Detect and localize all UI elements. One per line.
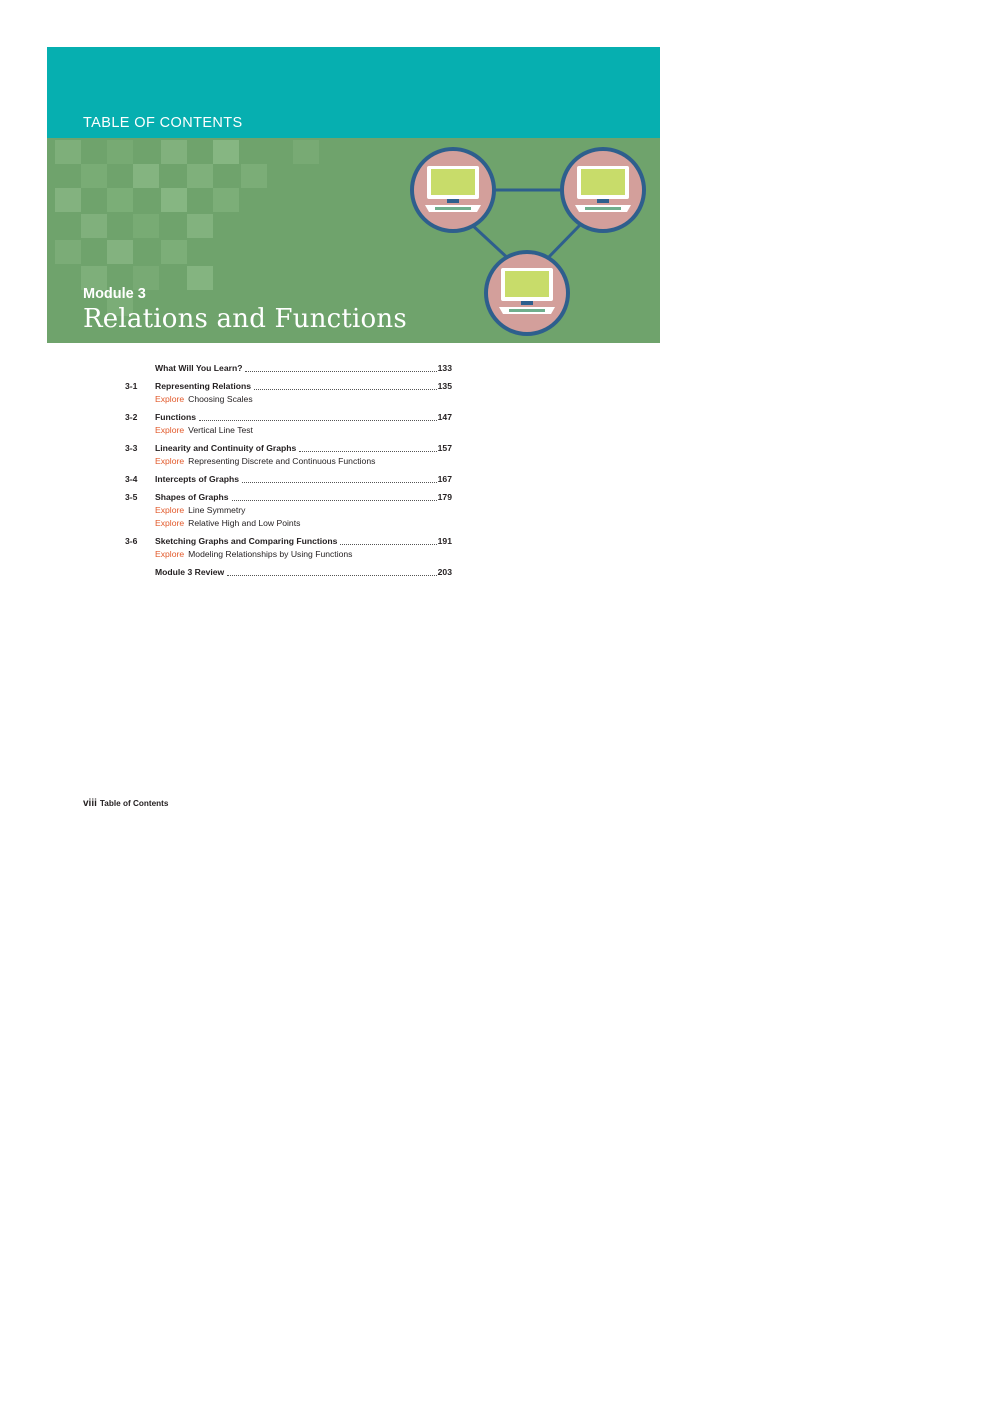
explore-label: Explore — [155, 505, 185, 515]
explore-title: Vertical Line Test — [188, 425, 253, 435]
lesson-number: 3-1 — [125, 381, 138, 391]
dot-leader — [242, 481, 437, 483]
toc-entry[interactable] — [112, 535, 452, 561]
page-number: 191 — [437, 536, 452, 546]
toc-entry[interactable] — [112, 566, 452, 579]
lesson-title: Functions — [155, 412, 197, 422]
toc-label: TABLE OF CONTENTS — [83, 115, 243, 131]
computer-node-left — [412, 149, 494, 231]
explore-item[interactable] — [112, 455, 452, 468]
toc-entry-row — [112, 411, 452, 424]
toc-entry-row — [112, 491, 452, 504]
toc-entry-row — [112, 473, 452, 486]
computer-node-right — [562, 149, 644, 231]
explore-item[interactable] — [112, 504, 452, 517]
toc-entry[interactable] — [112, 473, 452, 486]
explore-item[interactable] — [112, 424, 452, 437]
toc-entry-row — [112, 362, 452, 375]
dot-leader — [254, 388, 437, 390]
dot-leader — [299, 450, 436, 452]
page-number: 133 — [437, 363, 452, 373]
lesson-title: Sketching Graphs and Comparing Functions — [155, 536, 338, 546]
module-title: Relations and Functions — [83, 304, 407, 334]
dot-leader — [227, 574, 436, 576]
lesson-number: 3-3 — [125, 443, 138, 453]
explore-title: Modeling Relationships by Using Functions — [188, 549, 353, 559]
lesson-number: 3-2 — [125, 412, 138, 422]
explore-label: Explore — [155, 549, 185, 559]
toc-entry-row — [112, 535, 452, 548]
explore-label: Explore — [155, 394, 185, 404]
dot-leader — [245, 370, 436, 372]
explore-label: Explore — [155, 456, 185, 466]
explore-label: Explore — [155, 425, 185, 435]
toc-entry[interactable] — [112, 442, 452, 468]
explore-label: Explore — [155, 518, 185, 528]
page-number: 203 — [437, 567, 452, 577]
toc-entry[interactable] — [112, 362, 452, 375]
explore-title: Representing Discrete and Continuous Functions — [188, 456, 376, 466]
lesson-title: Linearity and Continuity of Graphs — [155, 443, 297, 453]
toc-entry-row — [112, 442, 452, 455]
explore-title: Line Symmetry — [188, 505, 246, 515]
lesson-title: Shapes of Graphs — [155, 492, 229, 502]
explore-title: Relative High and Low Points — [188, 518, 301, 528]
dot-leader — [199, 419, 437, 421]
toc-entry-row — [112, 380, 452, 393]
lesson-number: 3-5 — [125, 492, 138, 502]
explore-title: Choosing Scales — [188, 394, 253, 404]
toc-entry[interactable] — [112, 491, 452, 530]
page-number: 135 — [437, 381, 452, 391]
page-number: 167 — [437, 474, 452, 484]
explore-item[interactable] — [112, 517, 452, 530]
toc-entry-row — [112, 566, 452, 579]
module-number: Module 3 — [83, 286, 146, 302]
dot-leader — [232, 499, 437, 501]
lesson-title: Intercepts of Graphs — [155, 474, 240, 484]
lesson-number: 3-4 — [125, 474, 138, 484]
dot-leader — [340, 543, 436, 545]
lesson-title: Representing Relations — [155, 381, 251, 391]
computer-node-bottom — [486, 252, 568, 334]
page-number: 157 — [437, 443, 452, 453]
page-number: viii — [83, 798, 97, 809]
table-of-contents — [112, 362, 452, 579]
lesson-title: Module 3 Review — [155, 567, 225, 577]
page-number: 179 — [437, 492, 452, 502]
toc-entry[interactable] — [112, 411, 452, 437]
lesson-title: What Will You Learn? — [155, 363, 243, 373]
page-number: 147 — [437, 412, 452, 422]
explore-item[interactable] — [112, 393, 452, 406]
explore-item[interactable] — [112, 548, 452, 561]
footer-text: Table of Contents — [99, 799, 169, 808]
lesson-number: 3-6 — [125, 536, 138, 546]
toc-entry[interactable] — [112, 380, 452, 406]
page-footer — [83, 798, 168, 809]
